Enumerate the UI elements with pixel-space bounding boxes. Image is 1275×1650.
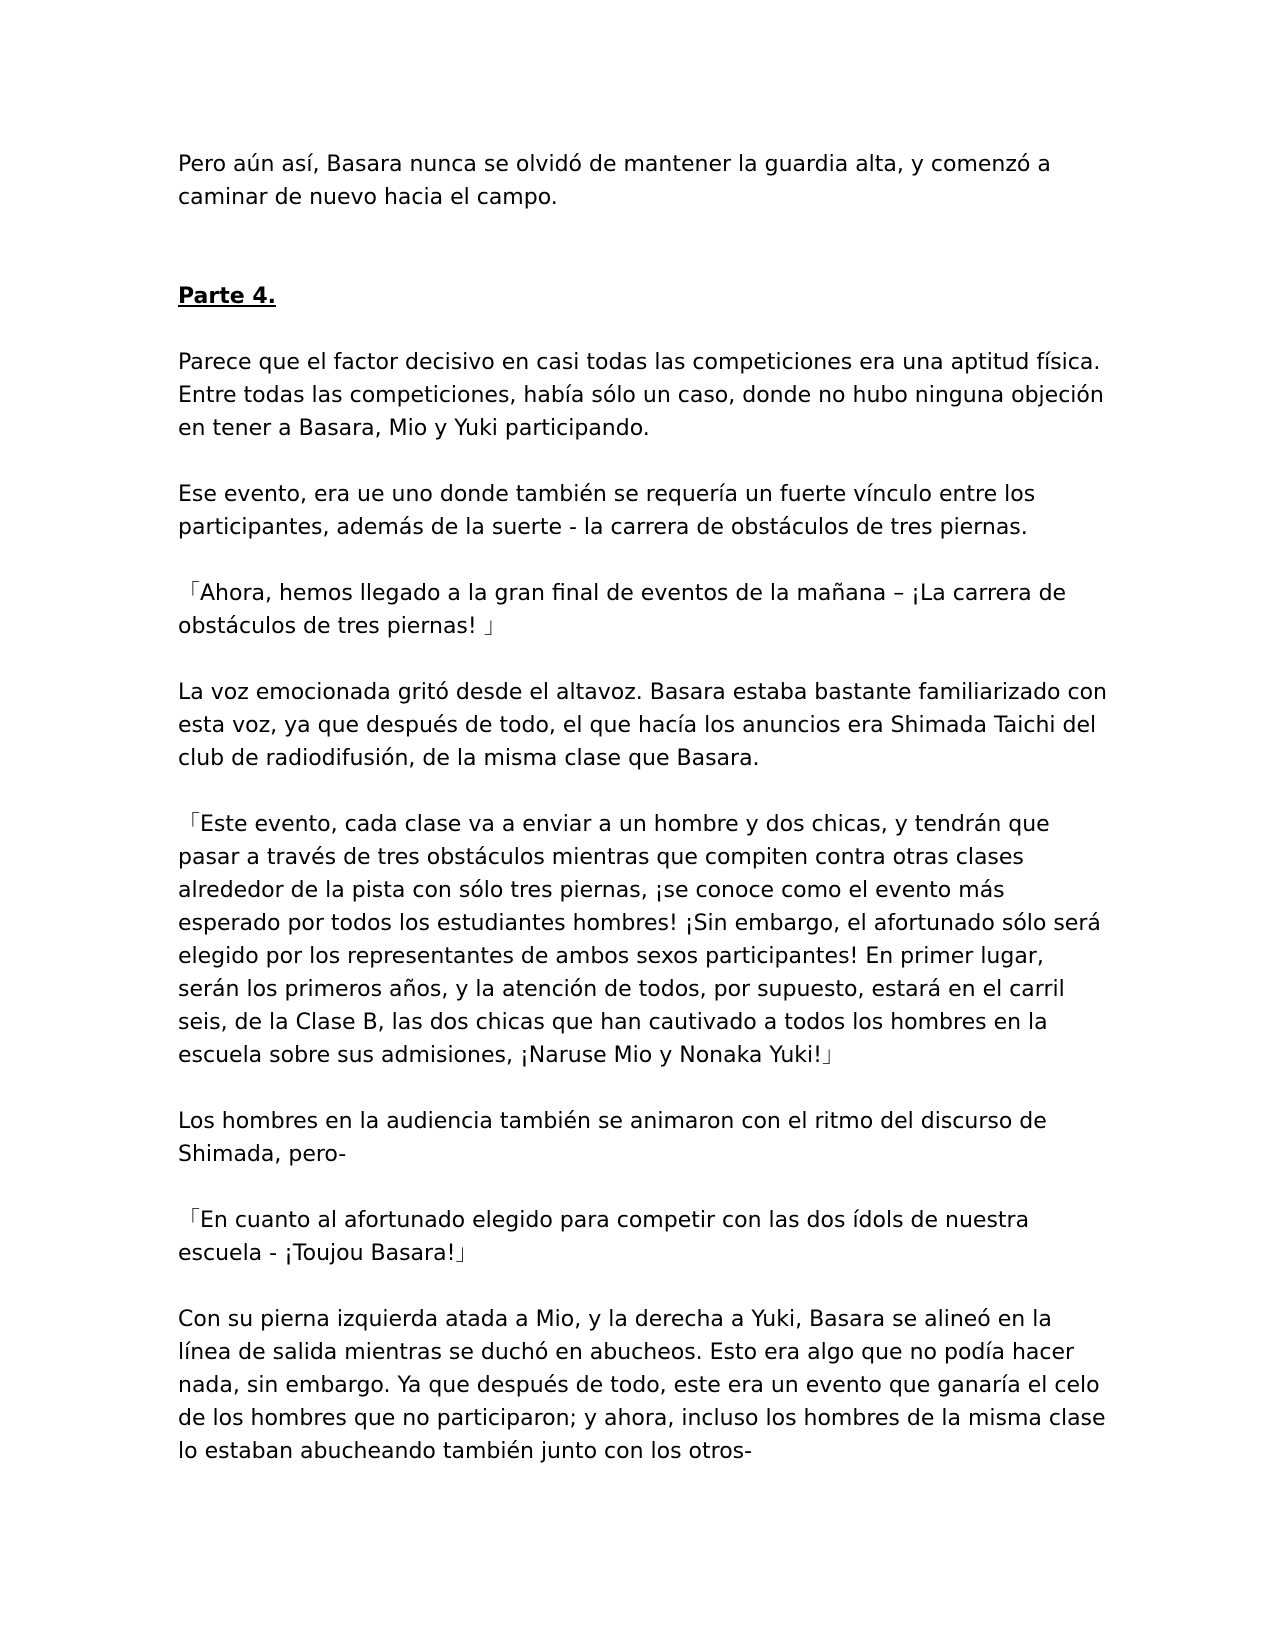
paragraph-announcement-3: 「En cuanto al afortunado elegido para competir con las dos ídols de nuestra escuela - ¡Toujou Basara!」 (178, 1208, 1030, 1266)
section-heading: Parte 4. (178, 284, 276, 309)
document-page (178, 148, 1108, 1468)
paragraph-voice: La voz emocionada gritó desde el altavoz. Basara estaba bastante familiarizado con esta voz, ya que después de todo, el que hacía los anuncios era Shimada Taichi del club de radiodifusión, de la misma clase que Basara. (178, 680, 1107, 771)
paragraph-intro: Pero aún así, Basara nunca se olvidó de mantener la guardia alta, y comenzó a caminar de nuevo hacia el campo. (178, 152, 1051, 210)
paragraph-audience: Los hombres en la audiencia también se animaron con el ritmo del discurso de Shimada, pero- (178, 1109, 1047, 1167)
paragraph-event: Ese evento, era ue uno donde también se requería un fuerte vínculo entre los participantes, además de la suerte - la carrera de obstáculos de tres piernas. (178, 482, 1036, 540)
paragraph-competitions: Parece que el factor decisivo en casi todas las competiciones era una aptitud física. Entre todas las competiciones, había sólo un caso, donde no hubo ninguna objeción en tener a Basara, Mio y Yuki participando. (178, 350, 1104, 441)
paragraph-start-line: Con su pierna izquierda atada a Mio, y la derecha a Yuki, Basara se alineó en la línea de salida mientras se duchó en abucheos. Esto era algo que no podía hacer nada, sin embargo. Ya que después de todo, este era un evento que ganaría el celo de los hombres que no participaron; y ahora, incluso los hombres de la misma clase lo estaban abucheando también junto con los otros- (178, 1307, 1106, 1464)
paragraph-announcement-1: 「Ahora, hemos llegado a la gran final de eventos de la mañana – ¡La carrera de obstáculos de tres piernas! 」 (178, 581, 1067, 639)
paragraph-announcement-2: 「Este evento, cada clase va a enviar a un hombre y dos chicas, y tendrán que pasar a través de tres obstáculos mientras que compiten contra otras clases alrededor de la pista con sólo tres piernas, ¡se conoce como el evento más esperado por todos los estudiantes hombres! ¡Sin embargo, el afortunado sólo será elegido por los representantes de ambos sexos participantes! En primer lugar, serán los primeros años, y la atención de todos, por supuesto, estará en el carril seis, de la Clase B, las dos chicas que han cautivado a todos los hombres en la escuela sobre sus admisiones, ¡Naruse Mio y Nonaka Yuki!」 (178, 812, 1101, 1068)
